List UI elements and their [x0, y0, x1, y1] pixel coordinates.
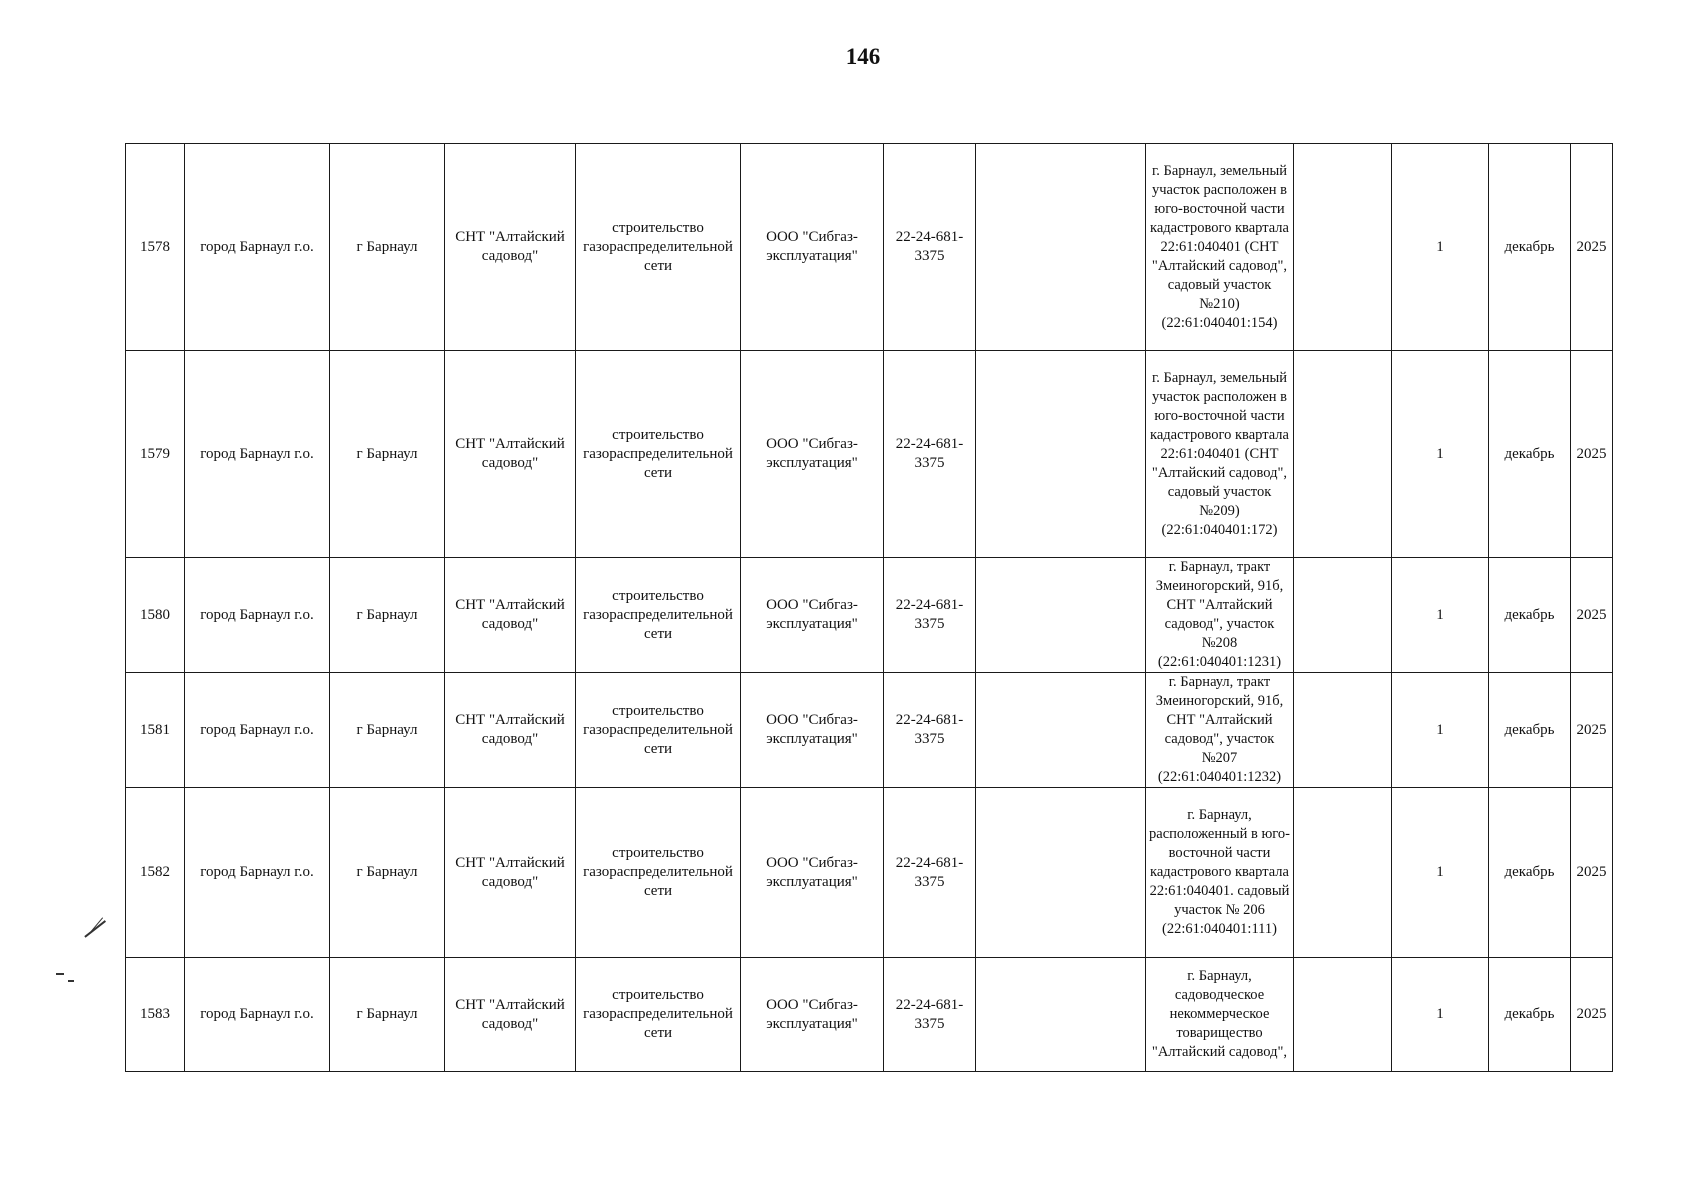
locality-cell: г Барнаул	[330, 558, 445, 673]
address-cell: г. Барнаул, садоводческое некоммерческое товарищество "Алтайский садовод",	[1146, 958, 1294, 1072]
count-cell: 1	[1392, 144, 1489, 351]
scan-mark	[56, 973, 64, 975]
row-number-cell: 1580	[126, 558, 185, 673]
row-number-cell: 1582	[126, 788, 185, 958]
operator-cell: ООО "Сибгаз-эксплуатация"	[741, 958, 884, 1072]
year-cell: 2025	[1571, 673, 1613, 788]
table-row	[126, 788, 1613, 958]
locality-cell: г Барнаул	[330, 958, 445, 1072]
work-type-cell: строительство газораспределительной сети	[576, 351, 741, 558]
operator-cell: ООО "Сибгаз-эксплуатация"	[741, 558, 884, 673]
program-code-cell: 22-24-681-3375	[884, 144, 976, 351]
object-cell: СНТ "Алтайский садовод"	[445, 351, 576, 558]
program-code-cell: 22-24-681-3375	[884, 788, 976, 958]
count-cell: 1	[1392, 351, 1489, 558]
program-code-cell: 22-24-681-3375	[884, 958, 976, 1072]
municipality-cell: город Барнаул г.о.	[185, 958, 330, 1072]
work-type-cell: строительство газораспределительной сети	[576, 144, 741, 351]
empty-cell	[1294, 673, 1392, 788]
work-type-cell: строительство газораспределительной сети	[576, 673, 741, 788]
object-cell: СНТ "Алтайский садовод"	[445, 788, 576, 958]
work-type-cell: строительство газораспределительной сети	[576, 958, 741, 1072]
address-cell: г. Барнаул, расположенный в юго-восточной части кадастрового квартала 22:61:040401. садовый участок № 206 (22:61:040401:111)	[1146, 788, 1294, 958]
empty-cell	[976, 958, 1146, 1072]
table-row	[126, 673, 1613, 788]
empty-cell	[1294, 558, 1392, 673]
operator-cell: ООО "Сибгаз-эксплуатация"	[741, 788, 884, 958]
row-number-cell: 1583	[126, 958, 185, 1072]
work-type-cell: строительство газораспределительной сети	[576, 558, 741, 673]
empty-cell	[1294, 144, 1392, 351]
empty-cell	[976, 351, 1146, 558]
scan-mark	[68, 980, 74, 982]
municipality-cell: город Барнаул г.о.	[185, 788, 330, 958]
address-cell: г. Барнаул, тракт Змеиногорский, 91б, СНТ "Алтайский садовод", участок №208 (22:61:040401:1231)	[1146, 558, 1294, 673]
year-cell: 2025	[1571, 351, 1613, 558]
month-cell: декабрь	[1489, 558, 1571, 673]
address-cell: г. Барнаул, земельный участок расположен в юго-восточной части кадастрового квартала 22:61:040401 (СНТ "Алтайский садовод", садовый участок №210) (22:61:040401:154)	[1146, 144, 1294, 351]
program-code-cell: 22-24-681-3375	[884, 351, 976, 558]
count-cell: 1	[1392, 958, 1489, 1072]
empty-cell	[1294, 788, 1392, 958]
empty-cell	[976, 144, 1146, 351]
table-row	[126, 558, 1613, 673]
object-cell: СНТ "Алтайский садовод"	[445, 673, 576, 788]
municipality-cell: город Барнаул г.о.	[185, 558, 330, 673]
work-type-cell: строительство газораспределительной сети	[576, 788, 741, 958]
empty-cell	[1294, 958, 1392, 1072]
empty-cell	[976, 673, 1146, 788]
year-cell: 2025	[1571, 558, 1613, 673]
month-cell: декабрь	[1489, 144, 1571, 351]
locality-cell: г Барнаул	[330, 351, 445, 558]
municipality-cell: город Барнаул г.о.	[185, 351, 330, 558]
program-code-cell: 22-24-681-3375	[884, 558, 976, 673]
count-cell: 1	[1392, 788, 1489, 958]
empty-cell	[1294, 351, 1392, 558]
month-cell: декабрь	[1489, 788, 1571, 958]
operator-cell: ООО "Сибгаз-эксплуатация"	[741, 351, 884, 558]
locality-cell: г Барнаул	[330, 673, 445, 788]
scan-mark	[84, 920, 105, 937]
empty-cell	[976, 558, 1146, 673]
table-row	[126, 351, 1613, 558]
month-cell: декабрь	[1489, 673, 1571, 788]
row-number-cell: 1581	[126, 673, 185, 788]
count-cell: 1	[1392, 558, 1489, 673]
table-row	[126, 958, 1613, 1072]
month-cell: декабрь	[1489, 958, 1571, 1072]
year-cell: 2025	[1571, 144, 1613, 351]
page-number: 146	[845, 44, 881, 69]
table-row	[126, 144, 1613, 351]
empty-cell	[976, 788, 1146, 958]
municipality-cell: город Барнаул г.о.	[185, 673, 330, 788]
gasification-table	[125, 143, 1613, 1072]
row-number-cell: 1579	[126, 351, 185, 558]
count-cell: 1	[1392, 673, 1489, 788]
municipality-cell: город Барнаул г.о.	[185, 144, 330, 351]
operator-cell: ООО "Сибгаз-эксплуатация"	[741, 673, 884, 788]
locality-cell: г Барнаул	[330, 144, 445, 351]
object-cell: СНТ "Алтайский садовод"	[445, 558, 576, 673]
locality-cell: г Барнаул	[330, 788, 445, 958]
address-cell: г. Барнаул, земельный участок расположен в юго-восточной части кадастрового квартала 22:61:040401 (СНТ "Алтайский садовод", садовый участок №209) (22:61:040401:172)	[1146, 351, 1294, 558]
program-code-cell: 22-24-681-3375	[884, 673, 976, 788]
year-cell: 2025	[1571, 958, 1613, 1072]
operator-cell: ООО "Сибгаз-эксплуатация"	[741, 144, 884, 351]
row-number-cell: 1578	[126, 144, 185, 351]
object-cell: СНТ "Алтайский садовод"	[445, 144, 576, 351]
month-cell: декабрь	[1489, 351, 1571, 558]
object-cell: СНТ "Алтайский садовод"	[445, 958, 576, 1072]
address-cell: г. Барнаул, тракт Змеиногорский, 91б, СНТ "Алтайский садовод", участок №207 (22:61:040401:1232)	[1146, 673, 1294, 788]
year-cell: 2025	[1571, 788, 1613, 958]
